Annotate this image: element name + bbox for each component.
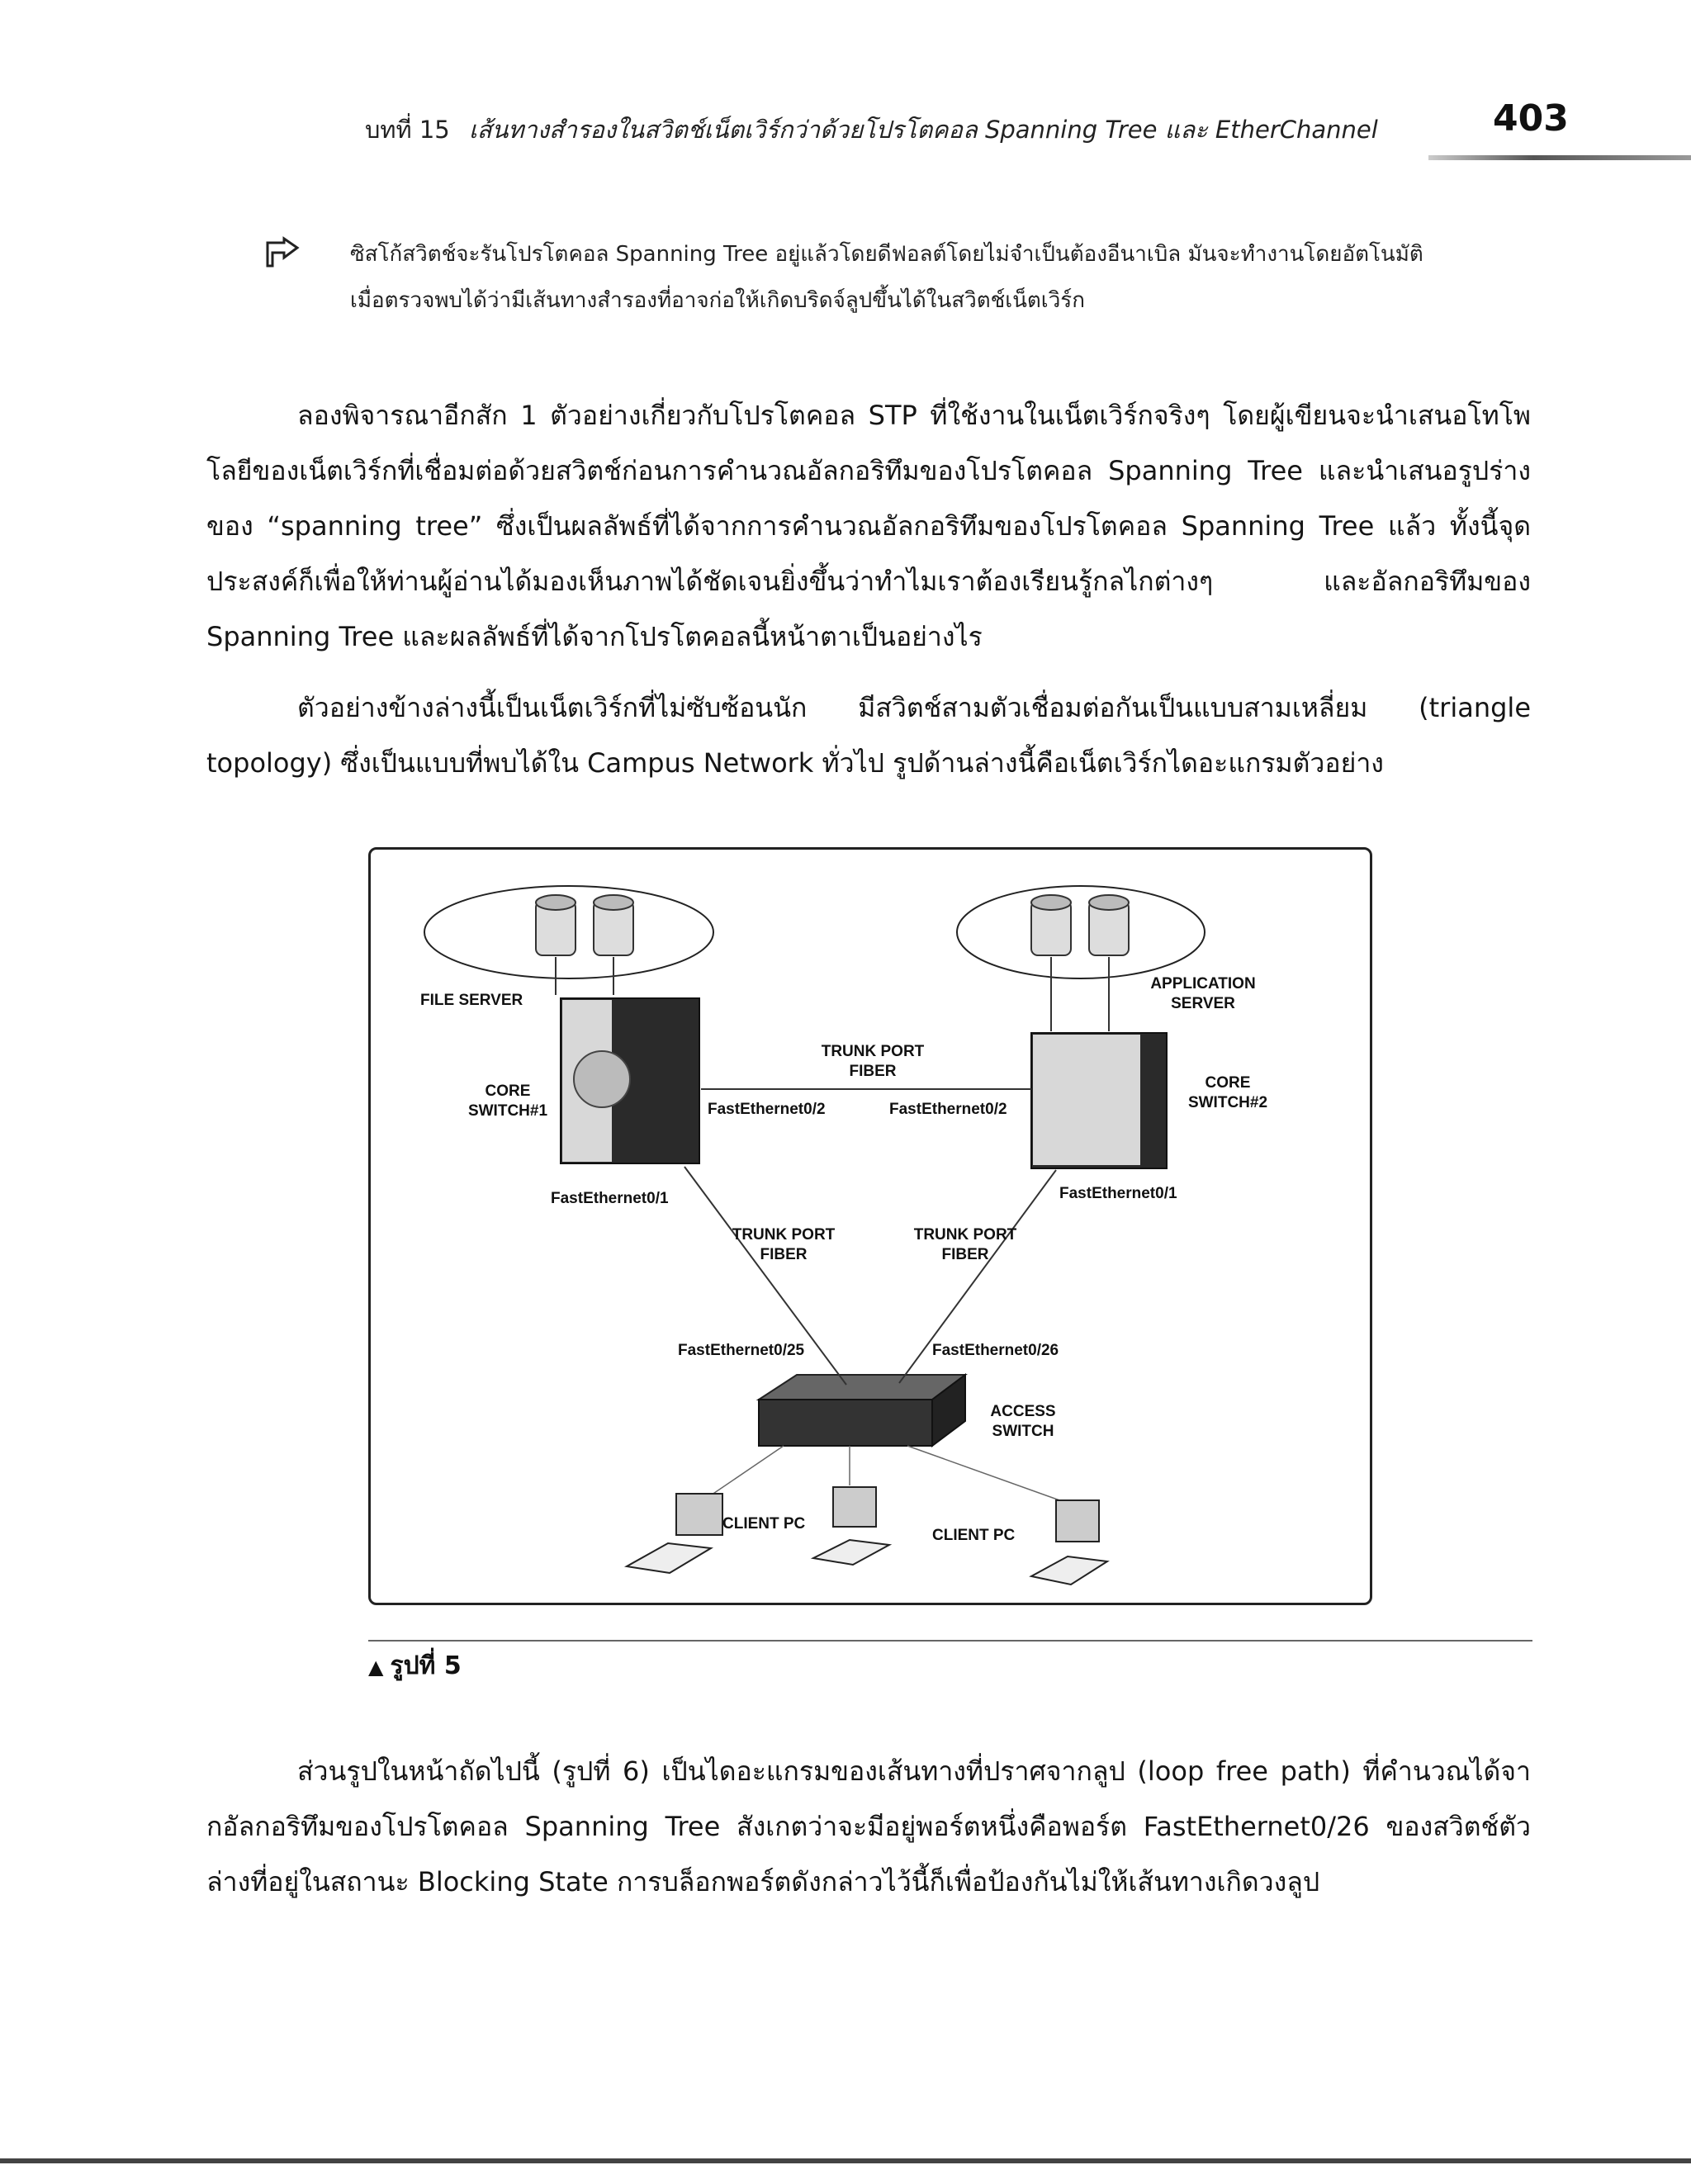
figure-caption [368, 1646, 462, 1685]
app-server-group-ellipse [957, 886, 1205, 978]
server-icon [594, 895, 633, 955]
label-trunk-right: FIBER [941, 1246, 989, 1263]
label-trunk-right: TRUNK PORT [913, 1226, 1017, 1244]
label-trunk-top: TRUNK PORT [821, 1043, 925, 1060]
server-icon [536, 895, 576, 955]
access-switch-icon [759, 1375, 965, 1446]
label-application-server: APPLICATION [1150, 975, 1256, 993]
page-number: 403 [1493, 97, 1569, 140]
label-port: FastEthernet0/1 [1059, 1185, 1177, 1202]
network-diagram-svg [371, 850, 1370, 1603]
caption-triangle-icon: ▲ [368, 1656, 384, 1679]
label-file-server: FILE SERVER [420, 992, 523, 1009]
body-paragraph: ลองพิจารณาอีกสัก 1 ตัวอย่างเกี่ยวกับโปรโตคอล STP ที่ใช้งานในเน็ตเวิร์กจริงๆ โดยผู้เขียนจะนำเสนอโทโพโลยีของเน็ตเวิร์กที่เชื่อมต่อด้วยสวิตช์ก่อนการคำนวณอัลกอริทึมของโปรโตคอล Spanning Tree และนำเสนอรูปร่างของ “spanning tree” ซึ่งเป็นผลลัพธ์ที่ได้จากการคำนวณอัลกอริทึมของโปรโตคอล Spanning Tree แล้ว ทั้งนี้จุดประสงค์ก็เพื่อให้ท่านผู้อ่านได้มองเห็นภาพได้ชัดเจนยิ่งขึ้นว่าทำไมเราต้องเรียนรู้กลไกต่างๆ และอัลกอริทึมของ Spanning Tree และผลลัพธ์ที่ได้จากโปรโตคอลนี้หน้าตาเป็นอย่างไร [206, 400, 1531, 652]
label-core-switch-2: SWITCH#2 [1187, 1094, 1268, 1111]
network-diagram [368, 847, 1372, 1605]
label-port: FastEthernet0/1 [551, 1190, 669, 1207]
label-client-pc: CLIENT PC [932, 1527, 1016, 1544]
label-port: FastEthernet0/26 [932, 1342, 1059, 1359]
label-trunk-top: FIBER [849, 1063, 897, 1080]
client-pc-icon [813, 1487, 889, 1565]
note-line: เมื่อตรวจพบได้ว่ามีเส้นทางสำรองที่อาจก่อให้เกิดบริดจ์ลูปขึ้นได้ในสวิตช์เน็ตเวิร์ก [350, 288, 1086, 313]
label-application-server: SERVER [1171, 995, 1235, 1012]
footer-rule [0, 2158, 1691, 2163]
label-port: FastEthernet0/25 [678, 1342, 805, 1359]
core-switch-2-icon [1031, 1033, 1167, 1168]
caption-text: รูปที่ 5 [390, 1651, 462, 1680]
label-trunk-left: FIBER [760, 1246, 808, 1263]
label-port: FastEthernet0/2 [889, 1101, 1007, 1118]
chapter-subtitle: เส้นทางสำรองในสวิตช์เน็ตเวิร์กว่าด้วยโปรโตคอล Spanning Tree และ EtherChannel [468, 116, 1378, 144]
client-pc-icon [627, 1494, 722, 1573]
note-line: ซิสโก้สวิตช์จะรันโปรโตคอล Spanning Tree อยู่แล้วโดยดีฟอลต์โดยไม่จำเป็นต้องอีนาเบิล มันจะทำงานโดยอัตโนมัติ [350, 242, 1423, 267]
label-client-pc: CLIENT PC [722, 1515, 806, 1533]
label-core-switch-2: CORE [1205, 1074, 1251, 1092]
core-switch-1-icon [561, 998, 699, 1163]
body-paragraph: ตัวอย่างข้างล่างนี้เป็นเน็ตเวิร์กที่ไม่ซับซ้อนนัก มีสวิตช์สามตัวเชื่อมต่อกันเป็นแบบสามเหลี่ยม (triangle topology) ซึ่งเป็นแบบที่พบได้ใน Campus Network ทั่วไป รูปด้านล่างนี้คือเน็ตเวิร์กไดอะแกรมตัวอย่าง [206, 692, 1531, 779]
label-access-switch: SWITCH [992, 1423, 1054, 1440]
note-icon [264, 236, 301, 269]
page-header [0, 91, 1691, 165]
server-icon [1089, 895, 1129, 955]
client-pc-icon [1031, 1500, 1107, 1585]
label-access-switch: ACCESS [990, 1403, 1056, 1420]
label-core-switch-1: SWITCH#1 [467, 1102, 548, 1120]
figure-rule [368, 1640, 1532, 1642]
running-header [365, 111, 1378, 149]
body-paragraph: ส่วนรูปในหน้าถัดไปนี้ (รูปที่ 6) เป็นไดอะแกรมของเส้นทางที่ปราศจากลูป (loop free path) ที่คำนวณได้จากอัลกอริทึมของโปรโตคอล Spanning Tree สังเกตว่าจะมีอยู่พอร์ตหนึ่งคือพอร์ต FastEthernet0/26 ของสวิตช์ตัวล่างที่อยู่ในสถานะ Blocking State การบล็อกพอร์ตดังกล่าวไว้นี้ก็เพื่อป้องกันไม่ให้เส้นทางเกิดวงลูป [206, 1755, 1531, 1897]
server-icon [1031, 895, 1071, 955]
note-text [350, 231, 1539, 324]
label-core-switch-1: CORE [485, 1083, 531, 1100]
header-rule [1428, 155, 1691, 160]
label-trunk-left: TRUNK PORT [732, 1226, 836, 1244]
chapter-label: บทที่ 15 [365, 116, 450, 144]
label-port: FastEthernet0/2 [708, 1101, 826, 1118]
